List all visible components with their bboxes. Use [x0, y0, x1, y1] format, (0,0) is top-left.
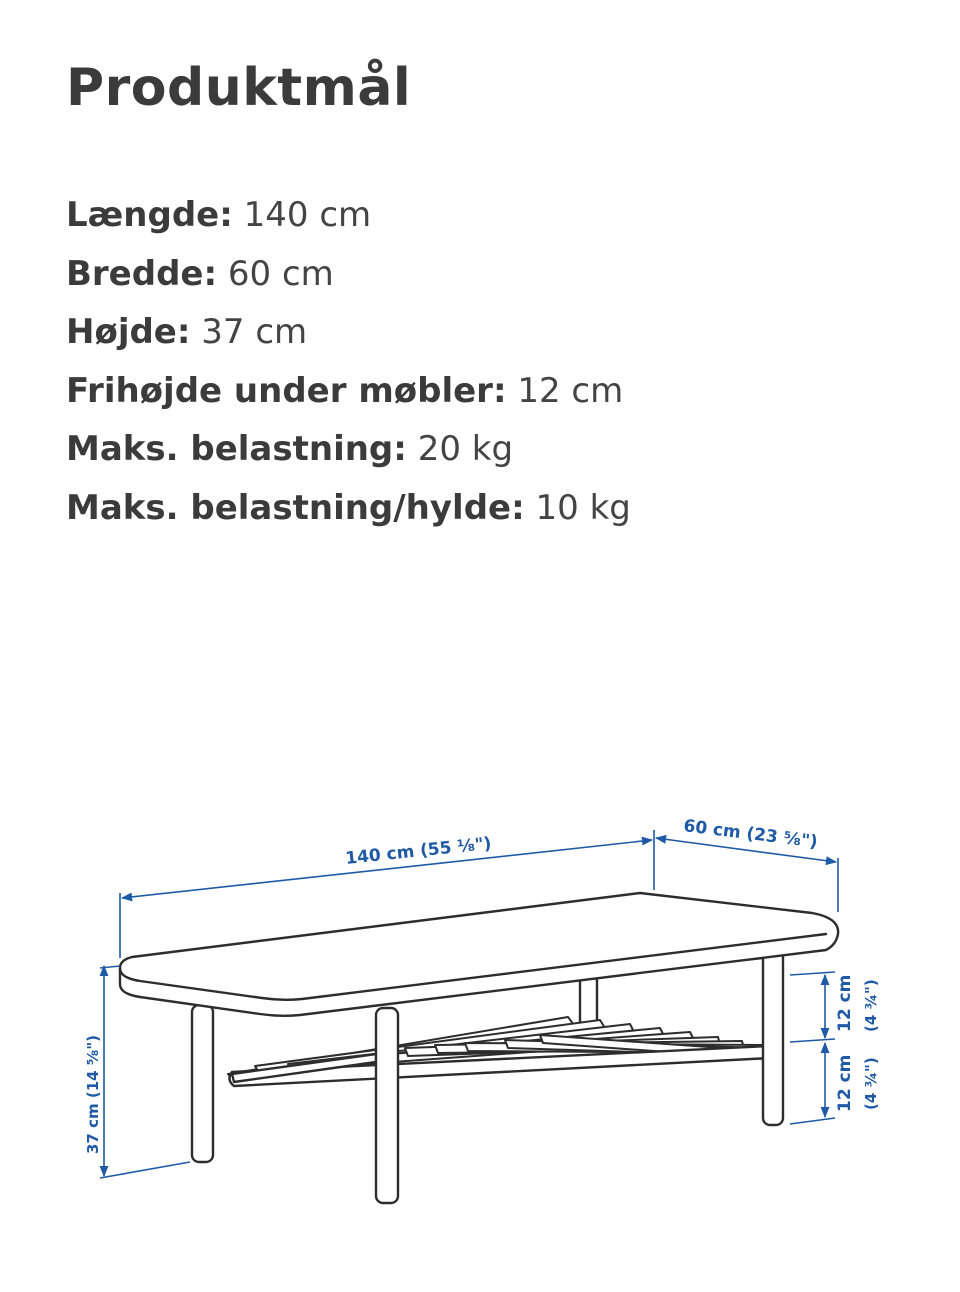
shelf-gap-inch-label: (4 ¾"): [862, 979, 880, 1032]
spec-value: 60 cm: [227, 253, 334, 294]
spec-label: Længde:: [66, 195, 233, 235]
spec-label: Frihøjde under møbler:: [66, 370, 507, 411]
spec-label: Maks. belastning/hylde:: [66, 487, 525, 528]
spec-value: 37 cm: [201, 312, 308, 353]
spec-label: Højde:: [66, 312, 191, 353]
spec-value: 140 cm: [243, 195, 372, 235]
spec-label: Maks. belastning:: [66, 429, 407, 470]
page-title: Produktmål: [66, 58, 412, 118]
spec-label: Bredde:: [66, 253, 218, 294]
spec-clearance: [66, 362, 631, 421]
spec-max-load: [66, 420, 631, 479]
coffee-table-illustration: [120, 893, 838, 1203]
shelf-gap-label: 12 cm: [835, 974, 855, 1032]
coffee-table-dimension-drawing: [0, 780, 960, 1240]
spec-length: [66, 186, 631, 245]
dimension-spec-list: [66, 186, 631, 538]
width-dimension-label: 60 cm (23 ⅝"): [682, 816, 819, 853]
spec-width: [66, 245, 631, 304]
spec-value: 10 kg: [535, 487, 631, 528]
floor-clearance-inch-label: (4 ¾"): [862, 1057, 880, 1110]
spec-max-load-shelf: [66, 479, 631, 538]
height-dimension-label: 37 cm (14 ⅝"): [84, 1035, 102, 1154]
spec-value: 20 kg: [417, 429, 514, 470]
floor-clearance-label: 12 cm: [835, 1054, 855, 1112]
length-dimension-label: 140 cm (55 ⅛"): [344, 833, 493, 869]
spec-value: 12 cm: [517, 370, 624, 411]
spec-height: [66, 303, 631, 362]
